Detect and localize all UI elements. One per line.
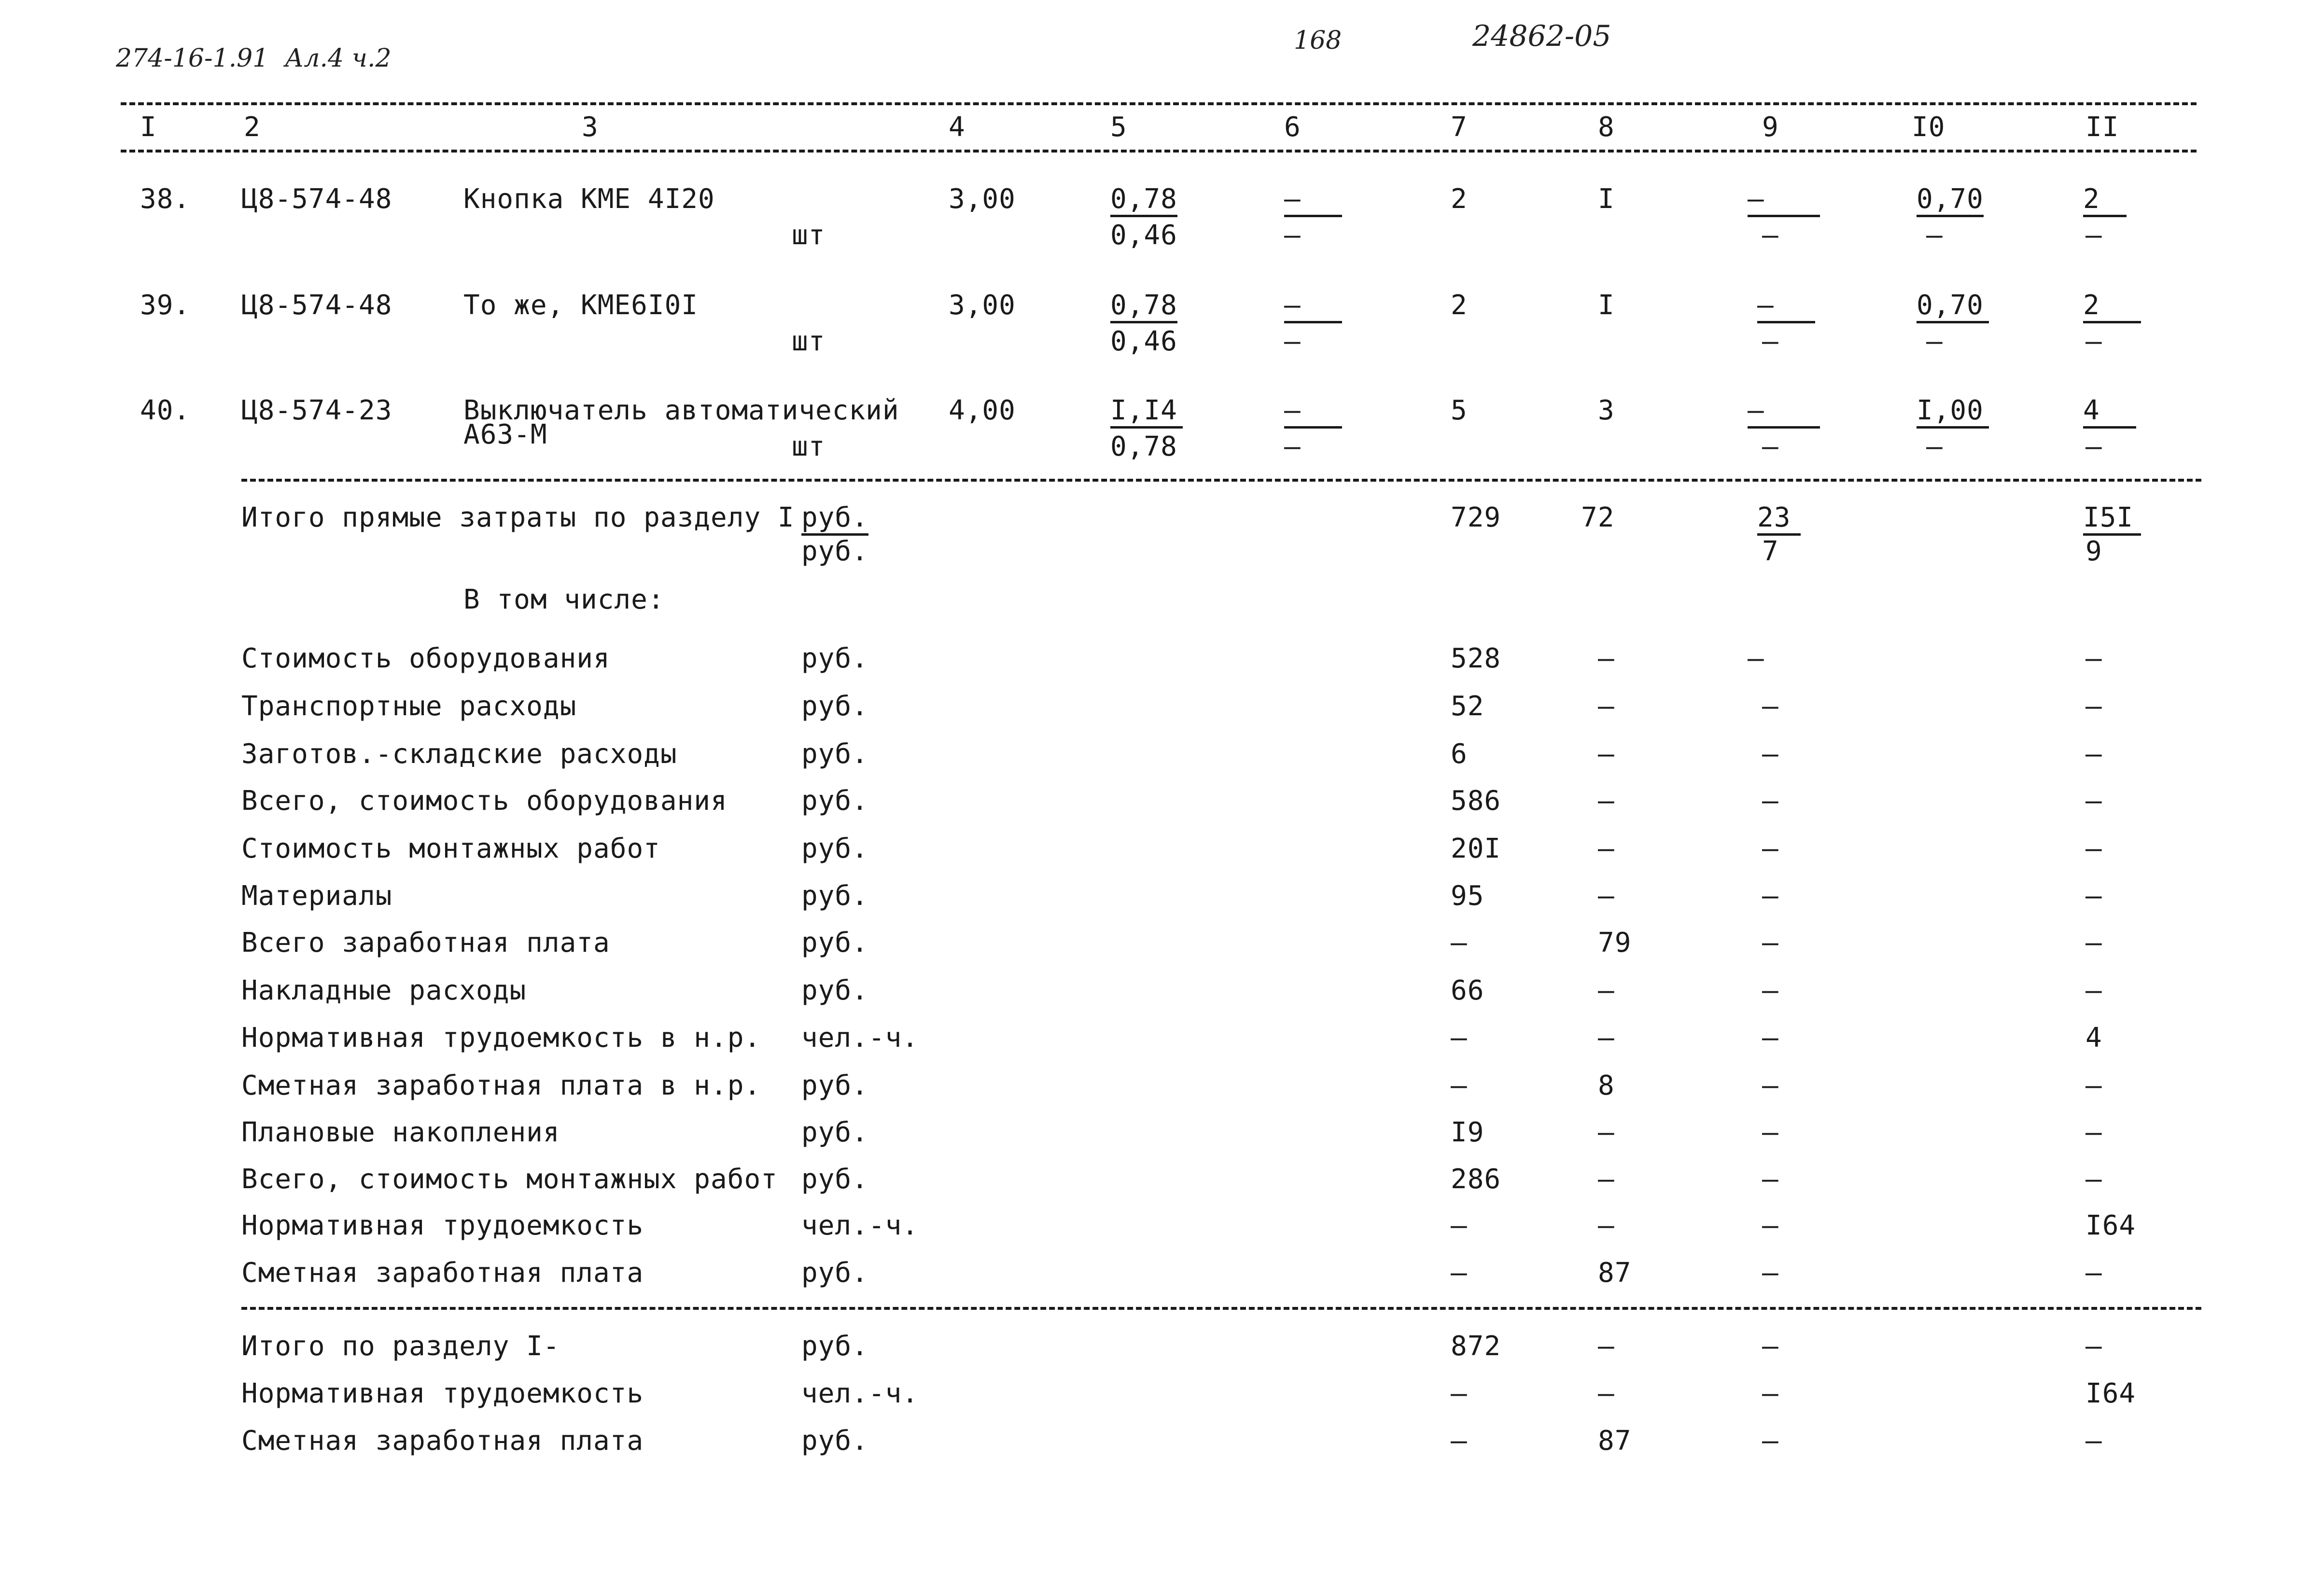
summary-c7: 95 [1451,880,1484,912]
section-total-c7: 872 [1451,1331,1501,1362]
col-header: 9 [1762,111,1779,143]
handwritten-ref: 274-16-1.91 [116,44,269,73]
item-c10-top: 0,70 [1917,186,1984,217]
summary-label: Транспортные расходы [241,691,577,722]
summary-c9: – [1762,1117,1779,1148]
item-code: Ц8-574-48 [241,290,392,321]
summary-unit: руб. [801,1164,868,1195]
handwritten-sheet: Ал.4 ч.2 [285,44,392,73]
item-code: Ц8-574-48 [241,183,392,215]
summary-label: Нормативная трудоемкость в н.р. [241,1022,761,1054]
summary-c7: I9 [1451,1117,1484,1148]
summary-label: Всего, стоимость оборудования [241,785,728,817]
summary-c7: 66 [1451,975,1484,1006]
summary-c11: 4 [2085,1022,2102,1054]
summary-c11: – [2085,880,2102,912]
item-c6-top: – [1284,186,1342,217]
summary-c8: – [1598,1210,1615,1241]
item-c10-bottom: – [1926,431,1943,462]
item-c5-bottom: 0,46 [1110,220,1177,251]
item-qty: 4,00 [949,395,1016,426]
summary-c7: – [1451,927,1468,958]
item-name: Выключатель автоматический [463,395,899,426]
summary-c9: – [1762,927,1779,958]
summary-c11: – [2085,975,2102,1006]
section-total-label: Нормативная трудоемкость [241,1378,644,1409]
summary-c8: 79 [1598,927,1632,958]
summary-c7: 52 [1451,691,1484,722]
item-c8: 3 [1598,395,1615,426]
summary-c9: – [1762,1022,1779,1054]
item-c6-bottom: – [1284,220,1301,251]
item-c5-top: I,I4 [1110,397,1183,429]
item-c6-bottom: – [1284,326,1301,357]
item-c11-bottom: – [2085,220,2102,251]
item-c6-bottom: – [1284,431,1301,462]
direct-total-c9-bottom: 7 [1762,536,1779,567]
direct-total-c7: 729 [1451,502,1501,533]
item-c10-top: I,00 [1917,397,1989,429]
summary-c7: – [1451,1022,1468,1054]
section-total-c9: – [1762,1425,1779,1457]
col-header: I0 [1912,111,1945,143]
summary-c9: – [1762,1164,1779,1195]
item-c11-top: 4 [2083,397,2136,429]
section-total-c9: – [1762,1331,1779,1362]
item-c10-top: 0,70 [1917,292,1989,323]
items-end-rule [241,479,2201,482]
summary-c8: – [1598,1117,1615,1148]
summary-c11: – [2085,927,2102,958]
item-c11-bottom: – [2085,431,2102,462]
summary-label: Стоимость монтажных работ [241,833,660,864]
section-total-label: Итого по разделу I- [241,1331,560,1362]
item-name: То же, КМЕ6I0I [463,290,699,321]
summary-label: Сметная заработная плата в н.р. [241,1070,761,1101]
item-c9-top: – [1757,292,1815,323]
summary-c8: – [1598,691,1615,722]
summary-c9: – [1748,643,1764,674]
item-name: Кнопка КМЕ 4I20 [463,183,715,215]
summary-c11: – [2085,643,2102,674]
section-total-c11: – [2085,1425,2102,1457]
summary-unit: руб. [801,738,868,770]
section-total-c7: – [1451,1425,1468,1457]
summary-unit: руб. [801,691,868,722]
direct-total-label: Итого прямые затраты по разделу I [241,502,795,533]
direct-total-c9-top: 23 [1757,504,1801,536]
item-unit: шт [792,326,826,357]
summary-c11: – [2085,1070,2102,1101]
section-total-c8: – [1598,1331,1615,1362]
item-c5-top: 0,78 [1110,186,1177,217]
col-header: 7 [1451,111,1468,143]
summary-unit: чел.-ч. [801,1022,919,1054]
item-c11-bottom: – [2085,326,2102,357]
summary-label: Накладные расходы [241,975,527,1006]
summary-c9: – [1762,738,1779,770]
summary-c11: I64 [2085,1210,2136,1241]
item-name-line2: А63-М [463,419,547,450]
summary-c7: 20I [1451,833,1501,864]
including-label: В том числе: [463,584,665,615]
summary-unit: руб. [801,1070,868,1101]
summary-label: Всего, стоимость монтажных работ [241,1164,778,1195]
summary-label: Материалы [241,880,392,912]
summary-unit: руб. [801,785,868,817]
item-c11-top: 2 [2083,292,2141,323]
summary-unit: руб. [801,927,868,958]
summary-c9: – [1762,1257,1779,1289]
section-total-c8: – [1598,1378,1615,1409]
summary-c7: – [1451,1210,1468,1241]
summary-label: Всего заработная плата [241,927,610,958]
section-total-label: Сметная заработная плата [241,1425,644,1457]
item-qty: 3,00 [949,183,1016,215]
item-c6-top: – [1284,292,1342,323]
summary-c8: – [1598,738,1615,770]
summary-c9: – [1762,1210,1779,1241]
col-header: 8 [1598,111,1615,143]
summary-c8: – [1598,1164,1615,1195]
summary-c8: 87 [1598,1257,1632,1289]
item-c9-top: – [1748,186,1820,217]
summary-c8: – [1598,785,1615,817]
item-number: 38. [140,183,191,215]
summary-c9: – [1762,880,1779,912]
header-top-rule [121,102,2197,105]
summary-c9: – [1762,785,1779,817]
col-header: 3 [582,111,599,143]
summary-label: Нормативная трудоемкость [241,1210,644,1241]
summary-c9: – [1762,833,1779,864]
summary-c11: – [2085,1257,2102,1289]
item-number: 39. [140,290,191,321]
summary-end-rule [241,1307,2201,1310]
direct-total-c8: 72 [1581,502,1615,533]
section-total-c11: – [2085,1331,2102,1362]
summary-c9: – [1762,1070,1779,1101]
handwritten-code: 24862-05 [1472,19,1611,53]
summary-unit: руб. [801,1117,868,1148]
item-qty: 3,00 [949,290,1016,321]
item-c9-top: – [1748,397,1820,429]
item-c9-bottom: – [1762,326,1779,357]
section-total-c8: 87 [1598,1425,1632,1457]
item-c10-bottom: – [1926,220,1943,251]
summary-c11: – [2085,1117,2102,1148]
summary-c8: – [1598,833,1615,864]
summary-unit: руб. [801,833,868,864]
item-c5-bottom: 0,46 [1110,326,1177,357]
summary-c11: – [2085,1164,2102,1195]
item-c9-bottom: – [1762,220,1779,251]
section-total-unit: чел.-ч. [801,1378,919,1409]
handwritten-page: 168 [1294,26,1342,55]
item-c10-bottom: – [1926,326,1943,357]
col-header: 4 [949,111,966,143]
summary-c7: 286 [1451,1164,1501,1195]
summary-c7: 586 [1451,785,1501,817]
summary-unit: руб. [801,643,868,674]
summary-c8: – [1598,643,1615,674]
section-total-unit: руб. [801,1425,868,1457]
summary-c7: – [1451,1070,1468,1101]
col-header: 5 [1110,111,1127,143]
summary-c7: 528 [1451,643,1501,674]
summary-label: Сметная заработная плата [241,1257,644,1289]
item-number: 40. [140,395,191,426]
item-unit: шт [792,431,826,462]
item-c9-bottom: – [1762,431,1779,462]
section-total-c9: – [1762,1378,1779,1409]
summary-c8: – [1598,880,1615,912]
summary-unit: чел.-ч. [801,1210,919,1241]
col-header: I [140,111,157,143]
summary-label: Заготов.-складские расходы [241,738,677,770]
summary-c9: – [1762,691,1779,722]
direct-total-unit-bottom: руб. [801,536,868,567]
summary-c8: – [1598,1022,1615,1054]
direct-total-unit-top: руб. [801,504,868,536]
section-total-unit: руб. [801,1331,868,1362]
summary-c7: – [1451,1257,1468,1289]
direct-total-c11-top: I5I [2083,504,2141,536]
summary-c11: – [2085,738,2102,770]
col-header: 6 [1284,111,1301,143]
item-c5-bottom: 0,78 [1110,431,1177,462]
item-c7: 2 [1451,290,1468,321]
col-header: 2 [244,111,261,143]
summary-c11: – [2085,833,2102,864]
item-c11-top: 2 [2083,186,2127,217]
summary-c11: – [2085,785,2102,817]
summary-c7: 6 [1451,738,1468,770]
item-c8: I [1598,183,1615,215]
section-total-c7: – [1451,1378,1468,1409]
item-c7: 2 [1451,183,1468,215]
summary-unit: руб. [801,880,868,912]
item-c6-top: – [1284,397,1342,429]
col-header: II [2085,111,2119,143]
item-c7: 5 [1451,395,1468,426]
item-c8: I [1598,290,1615,321]
summary-label: Плановые накопления [241,1117,560,1148]
summary-c8: 8 [1598,1070,1615,1101]
summary-unit: руб. [801,975,868,1006]
header-bottom-rule [121,150,2197,153]
summary-c11: – [2085,691,2102,722]
summary-c9: – [1762,975,1779,1006]
summary-unit: руб. [801,1257,868,1289]
item-c5-top: 0,78 [1110,292,1177,323]
summary-label: Стоимость оборудования [241,643,610,674]
section-total-c11: I64 [2085,1378,2136,1409]
item-code: Ц8-574-23 [241,395,392,426]
item-unit: шт [792,220,826,251]
summary-c8: – [1598,975,1615,1006]
direct-total-c11-bottom: 9 [2085,536,2102,567]
